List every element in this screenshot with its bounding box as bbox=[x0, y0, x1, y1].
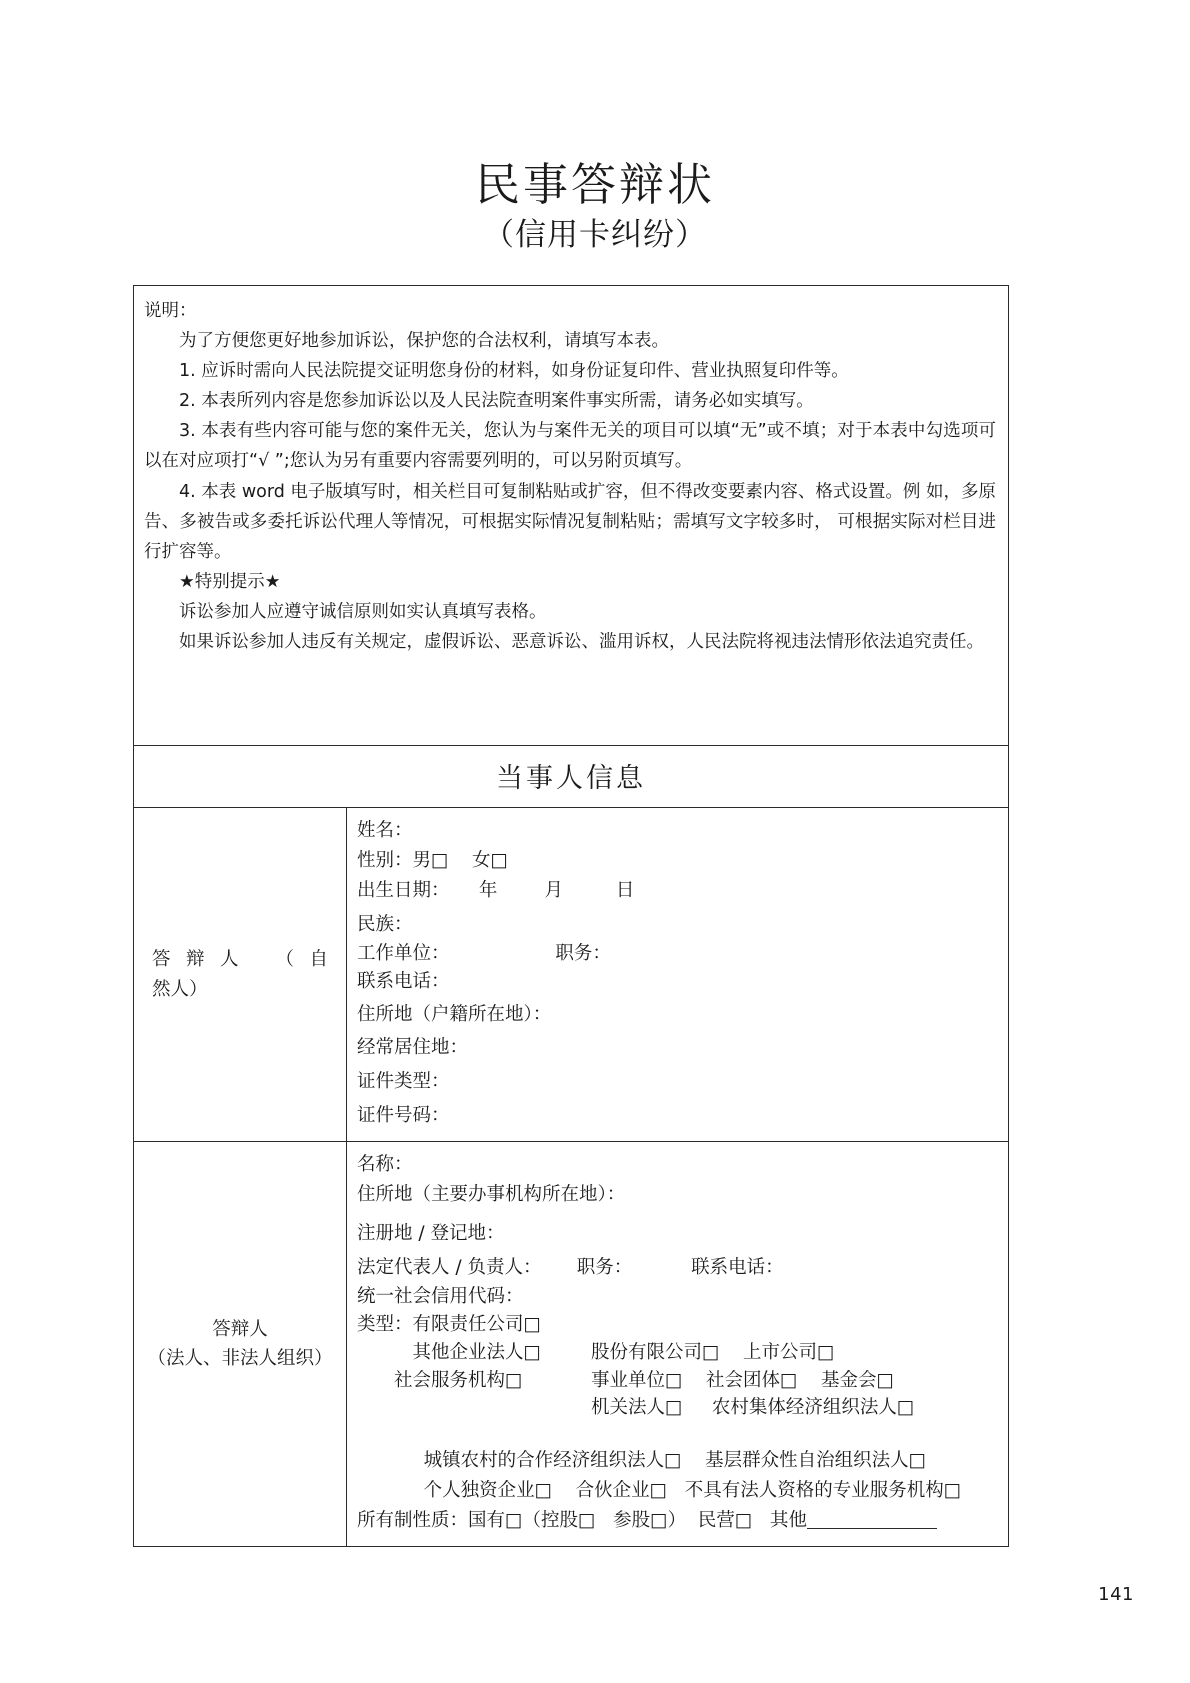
field-legal-representative[interactable]: 法定代表人 / 负责人： 职务： 联系电话： bbox=[357, 1257, 784, 1279]
field-birth-date[interactable]: 出生日期： 年 月 日 bbox=[357, 880, 635, 902]
instruction-line-3: 3. 本表有些内容可能与您的案件无关，您认为与案件无关的项目可以填“无”或不填；对于本表中勾选项可以在对应项打“√ ”;您认为另有重要内容需要列明的，可以另附页填写。 bbox=[144, 421, 996, 472]
field-id-number[interactable]: 证件号码： bbox=[357, 1105, 450, 1127]
field-work-unit[interactable]: 工作单位： 职务： bbox=[357, 943, 611, 964]
entity-type-government-legal-person[interactable]: 机关法人□ 农村集体经济组织法人□ bbox=[591, 1397, 915, 1419]
entity-type-column-right bbox=[585, 1311, 998, 1422]
legal-person-label-line1: 答辩人 bbox=[212, 1318, 268, 1340]
entity-type-other-enterprise[interactable]: 其他企业法人□ bbox=[412, 1341, 541, 1363]
field-registration-place[interactable]: 注册地 / 登记地： bbox=[357, 1223, 505, 1245]
instruction-line-intro: 为了方便您更好地参加诉讼，保护您的合法权利，请填写本表。 bbox=[179, 331, 669, 352]
entity-type-sole-proprietorship[interactable]: 个人独资企业□ 合伙企业□ 不具有法人资格的专业服务机构□ bbox=[423, 1479, 962, 1501]
field-entity-domicile[interactable]: 住所地（主要办事机构所在地）： bbox=[357, 1184, 626, 1206]
field-domicile[interactable]: 住所地（户籍所在地）： bbox=[357, 1003, 552, 1025]
special-notice-line-2: 如果诉讼参加人违反有关规定，虚假诉讼、恶意诉讼、滥用诉权，人民法院将视违法情形依法追究责任。 bbox=[179, 632, 984, 653]
form-table bbox=[133, 285, 1009, 1547]
entity-type-wide-options bbox=[357, 1446, 998, 1506]
natural-person-label-line2: 然人） bbox=[152, 978, 208, 1000]
legal-person-row bbox=[134, 1142, 1008, 1546]
instructions-block bbox=[134, 286, 1008, 745]
ownership-nature-row bbox=[357, 1506, 998, 1536]
field-phone[interactable]: 联系电话： bbox=[357, 970, 450, 992]
party-info-header-row bbox=[134, 746, 1008, 808]
page-title: 民事答辩状 bbox=[474, 158, 715, 211]
entity-type-social-service[interactable]: 社会服务机构□ bbox=[394, 1369, 523, 1391]
field-gender[interactable]: 性别：男□ 女□ bbox=[357, 850, 508, 872]
field-entity-name[interactable]: 名称： bbox=[357, 1154, 413, 1176]
entity-type-public-institution[interactable]: 事业单位□ 社会团体□ 基金会□ bbox=[591, 1369, 894, 1391]
natural-person-fields bbox=[347, 808, 1008, 1141]
instructions-row bbox=[134, 286, 1008, 746]
instructions-spacer bbox=[144, 657, 996, 719]
instruction-line-1: 1. 应诉时需向人民法院提交证明您身份的材料，如身份证复印件、营业执照复印件等。 bbox=[179, 361, 849, 382]
field-residence[interactable]: 经常居住地： bbox=[357, 1037, 469, 1059]
instructions-heading: 说明： bbox=[144, 301, 197, 321]
entity-type-cooperative[interactable]: 城镇农村的合作经济组织法人□ 基层群众性自治组织法人□ bbox=[423, 1450, 927, 1471]
natural-person-label-line1: 答辩人 （自 bbox=[152, 949, 328, 971]
page-subtitle: （信用卡纠纷） bbox=[483, 217, 707, 254]
entity-type-label[interactable]: 类型：有限责任公司□ bbox=[357, 1314, 541, 1335]
entity-type-joint-stock[interactable]: 股份有限公司□ 上市公司□ bbox=[591, 1341, 835, 1363]
ownership-other-blank[interactable] bbox=[807, 1509, 937, 1529]
legal-person-label-line2: （法人、非法人组织） bbox=[147, 1348, 333, 1370]
legal-person-label bbox=[134, 1142, 347, 1546]
instruction-line-2: 2. 本表所列内容是您参加诉讼以及人民法院查明案件事实所需，请务必如实填写。 bbox=[179, 391, 814, 412]
natural-person-label bbox=[134, 808, 347, 1141]
page-number: 141 bbox=[1098, 1584, 1134, 1605]
field-id-type[interactable]: 证件类型： bbox=[357, 1071, 450, 1093]
ownership-nature-label[interactable]: 所有制性质：国有□（控股□ 参股□） 民营□ 其他 bbox=[357, 1509, 807, 1531]
field-name: 姓名： bbox=[357, 820, 413, 842]
special-notice-title: ★特别提示★ bbox=[179, 571, 281, 592]
special-notice-line-1: 诉讼参加人应遵守诚信原则如实认真填写表格。 bbox=[179, 601, 547, 622]
instruction-line-4: 4. 本表 word 电子版填写时，相关栏目可复制粘贴或扩容，但不得改变要素内容、格式设置。例 如，多原告、多被告或多委托诉讼代理人等情况，可根据实际情况复制粘贴；需填写文字较多时， 可根据实际对栏目进行扩容等。 bbox=[144, 481, 996, 562]
legal-person-fields bbox=[347, 1142, 1008, 1546]
field-ethnicity[interactable]: 民族： bbox=[357, 914, 413, 936]
entity-type-options bbox=[357, 1311, 998, 1422]
title-block bbox=[0, 0, 1190, 255]
entity-type-column-left bbox=[357, 1311, 585, 1422]
field-credit-code[interactable]: 统一社会信用代码： bbox=[357, 1286, 524, 1308]
party-info-section-title: 当事人信息 bbox=[496, 763, 646, 795]
natural-person-row bbox=[134, 808, 1008, 1142]
